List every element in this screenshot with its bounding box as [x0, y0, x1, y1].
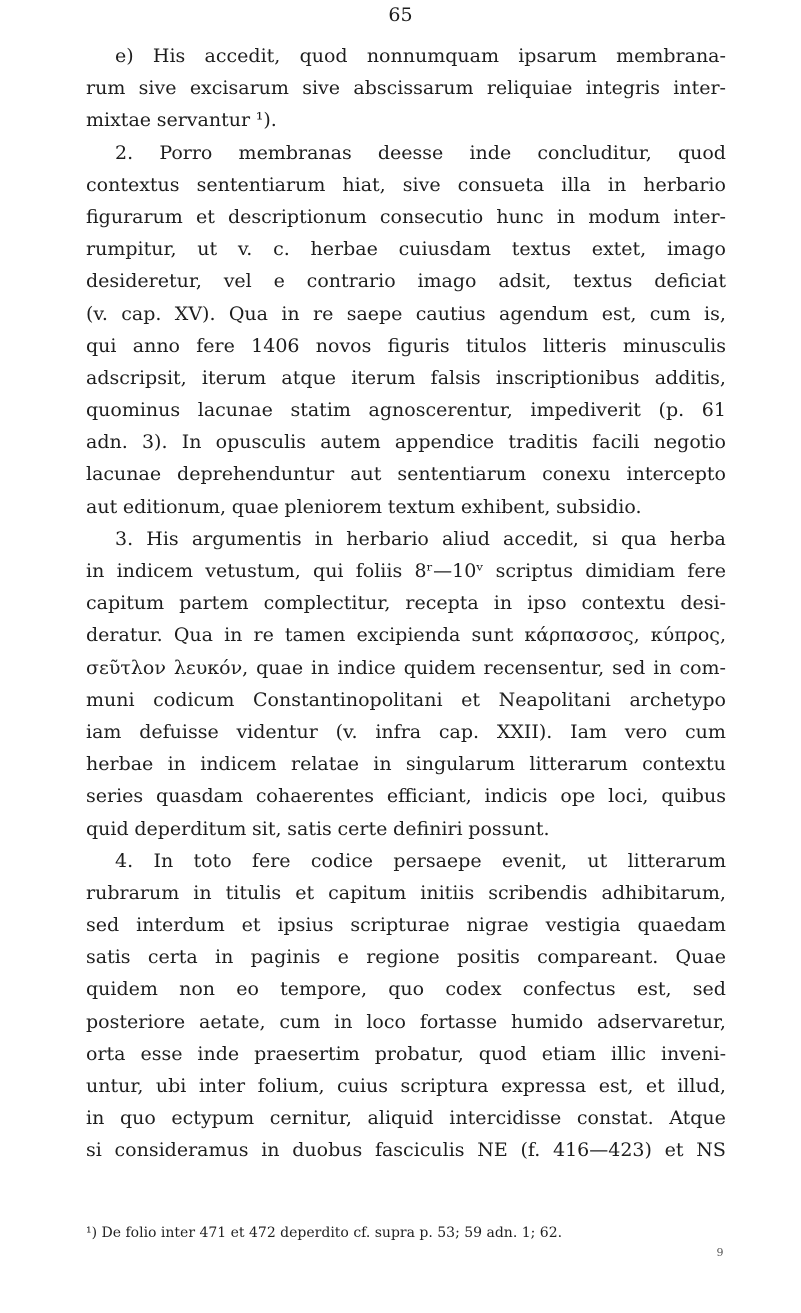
text-line: lacunae deprehenduntur aut sententiarum conexu intercepto [86, 463, 726, 486]
signature-mark: 9 [716, 1246, 724, 1259]
text-line: herbae in indicem relatae in singularum litterarum contextu [86, 753, 726, 776]
text-line: aut editionum, quae pleniorem textum exhibent, subsidio. [86, 495, 642, 518]
text-line: adn. 3). In opusculis autem appendice traditis facili negotio [86, 431, 726, 454]
text-line: 2. Porro membranas deesse inde concluditur, quod [115, 141, 726, 164]
text-line: quid deperditum sit, satis certe definiri possunt. [86, 817, 550, 840]
text-line: posteriore aetate, cum in loco fortasse humido adservaretur, [86, 1010, 726, 1033]
text-line: capitum partem complectitur, recepta in ipso contextu desi- [86, 592, 726, 615]
body-text [86, 40, 726, 1167]
text-line: iam defuisse videntur (v. infra cap. XXII). Iam vero cum [86, 720, 726, 743]
text-line: figurarum et descriptionum consecutio hunc in modum inter- [86, 205, 726, 228]
text-line: series quasdam cohaerentes efficiant, indicis ope loci, quibus [86, 785, 726, 808]
text-line: untur, ubi inter folium, cuius scriptura expressa est, et illud, [86, 1075, 726, 1097]
text-line: in indicem vetustum, qui foliis 8ʳ—10ᵛ scriptus dimidiam fere [86, 560, 726, 582]
page-number: 65 [388, 4, 413, 26]
text-line: e) His accedit, quod nonnumquam ipsarum membrana- [115, 45, 726, 67]
text-line: quidem non eo tempore, quo codex confectus est, sed [86, 978, 726, 1001]
footnote: ¹) De folio inter 471 et 472 deperdito cf. supra p. 53; 59 adn. 1; 62. [86, 1225, 563, 1241]
text-line: mixtae servantur ¹). [86, 109, 277, 132]
text-line: desideretur, vel e contrario imago adsit, textus deficiat [86, 270, 726, 293]
text-line: qui anno fere 1406 novos figuris titulos litteris minusculis [86, 334, 726, 357]
text-line: rubrarum in titulis et capitum initiis scribendis adhibitarum, [86, 881, 726, 904]
text-line: 3. His argumentis in herbario aliud accedit, si qua herba [115, 527, 726, 550]
text-line: 4. In toto fere codice persaepe evenit, ut litterarum [115, 849, 726, 872]
text-line: si consideramus in duobus fasciculis NE (f. 416—423) et NS [86, 1139, 726, 1162]
text-line: quominus lacunae statim agnoscerentur, impediverit (p. 61 [86, 399, 726, 422]
text-line: sed interdum et ipsius scripturae nigrae vestigia quaedam [86, 914, 726, 937]
text-line: deratur. Qua in re tamen excipienda sunt κάρπασσος, κύπρος, [86, 624, 726, 647]
text-line: adscripsit, iterum atque iterum falsis inscriptionibus additis, [86, 366, 726, 389]
text-line: satis certa in paginis e regione positis compareant. Quae [86, 946, 726, 969]
text-line: σεῦτλον λευκόν, quae in indice quidem recensentur, sed in com- [86, 656, 726, 679]
text-line: orta esse inde praesertim probatur, quod etiam illic inveni- [86, 1042, 726, 1065]
text-line: contextus sententiarum hiat, sive consueta illa in herbario [86, 173, 726, 196]
text-line: (v. cap. XV). Qua in re saepe cautius agendum est, cum is, [86, 302, 726, 325]
text-line: rum sive excisarum sive abscissarum reliquiae integris inter- [86, 77, 726, 100]
text-line: rumpitur, ut v. c. herbae cuiusdam textus extet, imago [86, 238, 726, 261]
text-line: muni codicum Constantinopolitani et Neapolitani archetypo [86, 688, 726, 711]
text-line: in quo ectypum cernitur, aliquid intercidisse constat. Atque [86, 1107, 726, 1130]
